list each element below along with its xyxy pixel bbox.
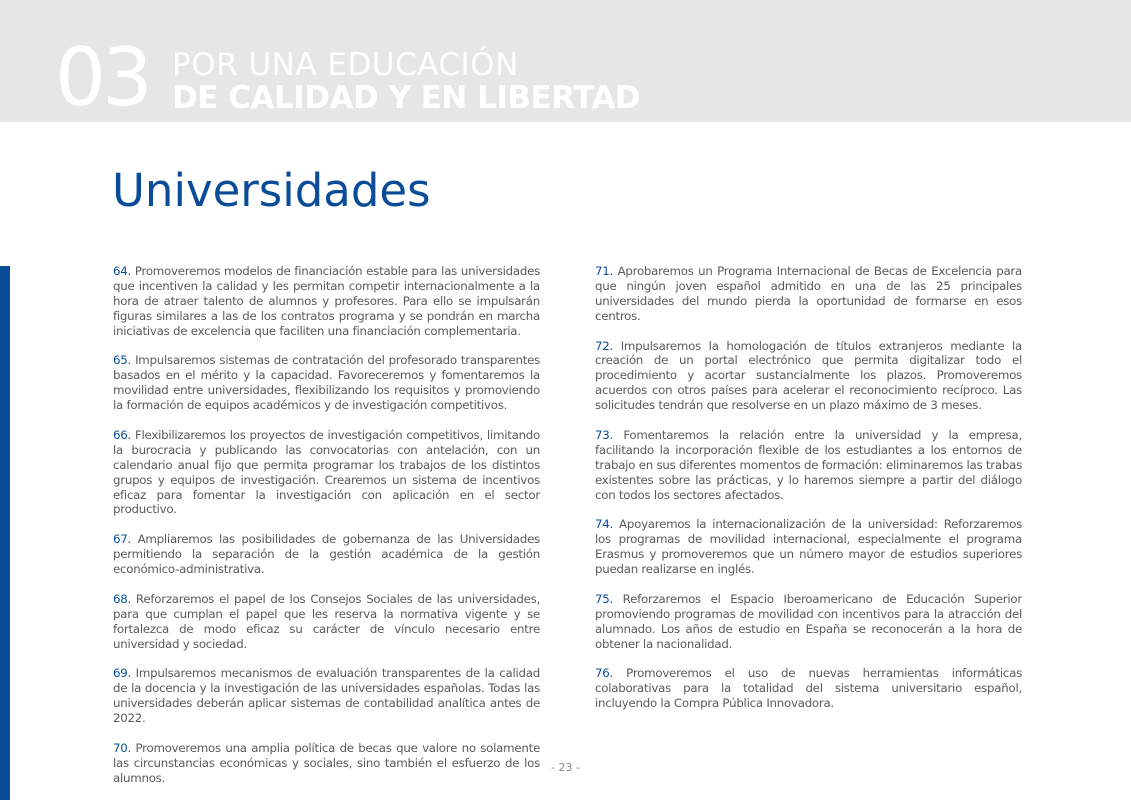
measure-number: 76. — [595, 666, 614, 681]
measure-paragraph — [595, 339, 1022, 414]
measure-paragraph — [113, 532, 540, 577]
section-number: 03 — [55, 31, 149, 124]
measure-number: 74. — [595, 517, 614, 532]
measure-text: Reforzaremos el Espacio Iberoamericano de Educación Superior promoviendo programas de movilidad con incentivos para la atracción del alumnado. Los años de estudio en España se reconocerán a la hora de obtener la nacionalidad. — [595, 591, 1022, 651]
measure-text: Promoveremos modelos de financiación estable para las universidades que incentiven la calidad y les permitan competir internacionalmente a la hora de atraer talento de alumnos y profesores. Para ello se impulsarán figuras similares a las de los contratos programa y se pondrán en marcha iniciativas de excelencia que faciliten una financiación complementaria. — [113, 264, 540, 338]
measure-text: Impulsaremos la homologación de títulos extranjeros mediante la creación de un portal electrónico que permita digitalizar todo el procedimiento y acortar sustancialmente los plazos. Promoveremos acuerdos con otros países para acelerar el reconocimiento recíproco. Las solicitudes tendrán que resolverse en un plazo máximo de 3 meses. — [595, 338, 1023, 413]
measure-number: 67. — [113, 532, 132, 547]
measure-number: 68. — [113, 591, 132, 606]
measure-number: 75. — [595, 591, 614, 606]
measure-number: 64. — [113, 264, 132, 278]
measure-text: Promoveremos una amplia política de becas que valore no solamente las circunstancias económicas y sociales, sino también el esfuerzo de los alumnos. — [113, 740, 540, 785]
section-title-line1: POR UNA EDUCACIÓN — [172, 47, 519, 83]
measure-text: Impulsaremos mecanismos de evaluación transparentes de la calidad de la docencia y la investigación de las universidades españolas. Todas las universidades deberán aplicar sistemas de contabilidad analítica antes de 2022. — [113, 666, 541, 726]
measure-paragraph — [595, 666, 1022, 711]
measure-number: 65. — [113, 353, 132, 368]
measure-paragraph — [595, 428, 1022, 503]
measure-number: 71. — [595, 264, 614, 278]
measure-paragraph — [595, 264, 1022, 324]
page-number: - 23 - — [551, 761, 580, 774]
measure-text: Reforzaremos el papel de los Consejos Sociales de las universidades, para que cumplan el papel que les reserva la normativa vigente y se fortalezca de modo eficaz su carácter de vínculo necesario entre universidad y sociedad. — [113, 591, 541, 651]
measure-text: Impulsaremos sistemas de contratación del profesorado transparentes basados en el mérito y la capacidad. Favoreceremos y fomentaremos la movilidad entre universidades, flexibilizando los requisitos y promoviendo la formación de equipos académicos y de investigación competitivos. — [113, 353, 540, 413]
measure-text: Flexibilizaremos los proyectos de investigación competitivos, limitando la burocracia y publicando las convocatorias con antelación, con un calendario anual fijo que permita programar los trabajos de los distintos grupos y equipos de investigación. Crearemos un sistema de incentivos eficaz para fomentar la investigación con aplicación en el sector productivo. — [113, 427, 541, 517]
measure-number: 69. — [113, 666, 132, 681]
measure-text: Apoyaremos la internacionalización de la universidad: Reforzaremos los programas de movilidad internacional, especialmente el programa Erasmus y promoveremos que un número mayor de estudios superiores puedan realizarse en inglés. — [595, 517, 1022, 577]
measure-paragraph — [595, 592, 1022, 652]
right-column — [595, 264, 1022, 726]
measure-paragraph — [595, 517, 1022, 577]
measure-paragraph — [113, 264, 540, 339]
measure-text: Fomentaremos la relación entre la universidad y la empresa, facilitando la incorporación flexible de los estudiantes a los entornos de trabajo en sus diferentes momentos de formación: eliminaremos las trabas existentes sobre las prácticas, y lo haremos siempre a partir del diálogo con todos los sectores afectados. — [595, 427, 1022, 502]
section-title-line2: DE CALIDAD Y EN LIBERTAD — [172, 80, 641, 116]
measure-paragraph — [113, 666, 540, 726]
measure-paragraph — [113, 592, 540, 652]
measure-number: 72. — [595, 338, 614, 353]
measure-number: 66. — [113, 427, 132, 442]
page-title: Universidades — [112, 164, 431, 217]
measure-number: 70. — [113, 740, 132, 755]
measure-number: 73. — [595, 427, 614, 442]
side-accent-bar — [0, 266, 10, 800]
measure-text: Ampliaremos las posibilidades de gobernanza de las Universidades permitiendo la separación de la gestión académica de la gestión económico-administrativa. — [113, 532, 540, 577]
section-header — [0, 0, 1131, 122]
measure-paragraph — [113, 353, 540, 413]
left-column — [113, 264, 540, 801]
measure-text: Promoveremos el uso de nuevas herramientas informáticas colaborativas para la totalidad del sistema universitario español, incluyendo la Compra Pública Innovadora. — [595, 666, 1022, 711]
measure-paragraph — [113, 428, 540, 517]
measure-text: Aprobaremos un Programa Internacional de Becas de Excelencia para que ningún joven español admitido en una de las 25 principales universidades del mundo pierda la oportunidad de formarse en esos centros. — [595, 264, 1023, 323]
